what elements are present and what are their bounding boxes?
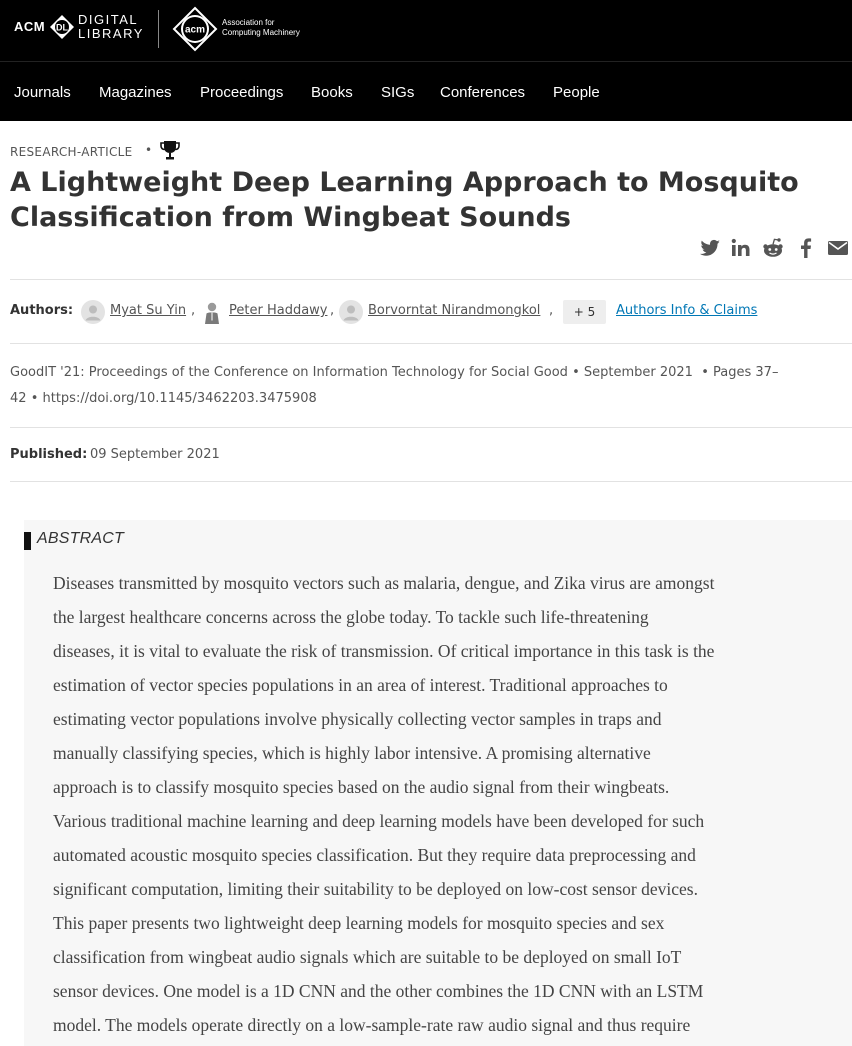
abstract-line: automated acoustic mosquito species classification. But they require data preprocessing and xyxy=(53,845,696,865)
venue-bullet: • xyxy=(572,365,580,380)
author-photo-icon xyxy=(200,300,224,324)
article-title xyxy=(10,165,810,235)
facebook-icon[interactable] xyxy=(794,236,818,260)
divider xyxy=(10,427,852,428)
nav-journals[interactable]: Journals xyxy=(14,84,71,101)
doi-link[interactable]: https://doi.org/10.1145/3462203.3475908 xyxy=(42,391,317,406)
svg-text:DL: DL xyxy=(56,22,68,33)
divider xyxy=(10,343,852,344)
reddit-icon[interactable] xyxy=(761,236,785,260)
divider xyxy=(10,481,852,482)
nav-books[interactable]: Books xyxy=(311,84,353,101)
logo-digital-library[interactable] xyxy=(78,13,144,41)
author-avatar-icon xyxy=(81,300,105,324)
author-separator: , xyxy=(549,303,554,318)
author-avatar-icon xyxy=(339,300,363,324)
venue-pages-end: 42 xyxy=(10,391,27,406)
nav-proceedings[interactable]: Proceedings xyxy=(200,84,284,101)
site-header xyxy=(0,0,852,61)
authors-label: Authors: xyxy=(10,303,74,318)
author-separator: , xyxy=(330,303,335,318)
published-label: Published: xyxy=(10,447,88,462)
abstract-line: estimation of vector species populations in an area of interest. Traditional approaches to xyxy=(53,675,668,695)
more-authors-button[interactable]: + 5 xyxy=(563,300,606,324)
abstract-marker xyxy=(24,532,31,550)
abstract-line: manually classifying species, which is highly labor intensive. A promising alternative xyxy=(53,743,651,763)
abstract-line: Various traditional machine learning and deep learning models have been developed for such xyxy=(53,811,705,831)
author-link-peter-haddawy[interactable]: Peter Haddawy xyxy=(229,303,328,318)
acm-dl-badge-icon[interactable] xyxy=(49,14,75,40)
divider xyxy=(10,279,852,280)
email-icon[interactable] xyxy=(826,236,850,260)
title-line-1: A Lightweight Deep Learning Approach to Mosquito xyxy=(10,167,799,198)
abstract-heading: ABSTRACT xyxy=(37,530,124,547)
venue-date: September 2021 xyxy=(583,365,693,380)
svg-text:acm: acm xyxy=(184,24,206,36)
nav-sigs[interactable]: SIGs xyxy=(381,84,415,101)
logo-library-text: LIBRARY xyxy=(78,26,144,41)
nav-conferences[interactable]: Conferences xyxy=(440,84,526,101)
proceedings-link[interactable]: GoodIT '21: Proceedings of the Conference on Information Technology for Social Good xyxy=(10,365,568,380)
published-date: 09 September 2021 xyxy=(90,447,220,462)
author-link-borvorntat-nirandmongkol[interactable]: Borvorntat Nirandmongkol xyxy=(368,303,541,318)
main-nav xyxy=(0,61,852,121)
linkedin-icon[interactable] xyxy=(729,236,753,260)
logo-acm-text[interactable]: ACM xyxy=(14,19,46,34)
logo-digital-text: DIGITAL xyxy=(78,12,139,27)
abstract-body xyxy=(53,566,845,1042)
venue-pages-start: Pages 37– xyxy=(713,365,779,380)
abstract-line: diseases, it is vital to evaluate the risk of transmission. Of critical importance in this task is the xyxy=(53,641,715,661)
venue-bullet: • xyxy=(30,391,39,406)
title-line-2: Classification from Wingbeat Sounds xyxy=(10,202,571,233)
abstract-line: approach is to classify mosquito species based on the audio signal from their wingbeats. xyxy=(53,777,670,797)
nav-magazines[interactable]: Magazines xyxy=(99,84,172,101)
author-link-myat-su-yin[interactable]: Myat Su Yin xyxy=(110,303,187,318)
abstract-line: sensor devices. One model is a 1D CNN and the other combines the 1D CNN with an LSTM xyxy=(53,981,704,1001)
abstract-line: the largest healthcare concerns across the globe today. To tackle such life-threatening xyxy=(53,607,649,627)
twitter-icon[interactable] xyxy=(698,236,722,260)
author-separator: , xyxy=(191,303,196,318)
abstract-line: model. The models operate directly on a low-sample-rate raw audio signal and thus require xyxy=(53,1015,691,1035)
abstract-line: This paper presents two lightweight deep learning models for mosquito species and sex xyxy=(53,913,665,933)
abstract-line: classification from wingbeat audio signals which are suitable to be deployed on small IoT xyxy=(53,947,682,967)
logo-divider xyxy=(158,10,159,48)
abstract-line: significant computation, limiting their suitability to be deployed on low-cost sensor devices. xyxy=(53,879,698,899)
nav-people[interactable]: People xyxy=(553,84,600,101)
venue-bullet: • xyxy=(701,365,709,380)
abstract-line: Diseases transmitted by mosquito vectors such as malaria, dengue, and Zika virus are amongst xyxy=(53,573,715,593)
authors-info-claims-link[interactable]: Authors Info & Claims xyxy=(616,303,758,318)
article-type: RESEARCH-ARTICLE xyxy=(10,145,133,159)
type-bullet: • xyxy=(145,143,153,157)
logo-association-text: Association for Computing Machinery xyxy=(222,18,300,37)
abstract-line: estimating vector populations involve physically collecting vector samples in traps and xyxy=(53,709,662,729)
trophy-icon xyxy=(158,138,182,162)
citation-venue xyxy=(10,360,830,412)
acm-circle-logo-icon[interactable] xyxy=(172,6,218,52)
